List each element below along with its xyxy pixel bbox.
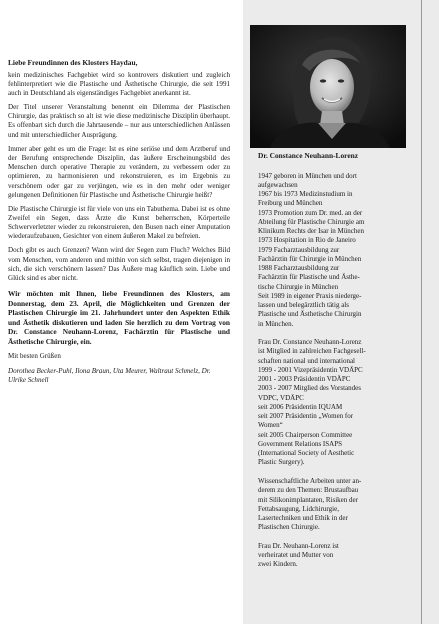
bio-line: 1988 Facharztausbildung zur [258, 264, 340, 272]
bio-line: 1973 Promotion zum Dr. med. an der [258, 208, 363, 217]
family-line: zwei Kindern. [258, 560, 298, 569]
bio-line: 1979 Facharztausbildung zur [258, 245, 340, 254]
bio-line: 1973 Hospitation in Rio de Janeiro [258, 236, 356, 245]
membership-line: ist Mitglied in zahlreichen Fachgesell- [258, 347, 366, 356]
signers-line-2: Waltraut Schmelz, Dr. Ulrike Schnell [8, 366, 211, 384]
signers [8, 367, 230, 386]
bio-column [258, 151, 418, 579]
work-line: Lasertechniken und Ethik in der [258, 514, 348, 523]
bio-line: lassen und belegärztlich tätig als [258, 301, 349, 309]
membership-line: VDPC, VDÄPC [258, 393, 304, 402]
membership-line: seit 2005 Chairperson Committee [258, 430, 353, 439]
paragraph-5: Doch gibt es auch Grenzen? Wann wird der Segen zum Fluch? Welches Bild vom Menschen, vom anderen und mithin von sich selbst, tragen diejenigen in sich, die sich verschönern lassen? Das Äußere mag käuflich sein. Liebe und Glück sind es aber nicht. [8, 246, 230, 283]
bio-line: tische Chirurgie in München [258, 282, 339, 291]
paragraph-3: Immer aber geht es um die Frage: Ist es eine seriöse und dem Arztberuf und der Berufung entsprechende Disziplin, das äußere Erscheinungsbild des Menschen durch operative Therapie zu verändern, zu verbessern oder zu optimieren, zu harmonisieren und rekonstruieren, es im Ergebnis zu verschönern oder gar zu verjüngen, wie es in den mehr oder weniger gelungenen Definitionen für Plastische und Ästhetische Chirurgie heißt? [8, 144, 230, 199]
membership-line: Plastic Surgery). [258, 458, 305, 467]
membership-line: (International Society of Aesthetic [258, 449, 355, 458]
bio-line: Fachärztin für Plastische und Ästhe- [258, 273, 360, 282]
membership-line: 1999 - 2001 Vizepräsidentin VDÄPC [258, 365, 363, 374]
work-line: mit Silikonimplantaten, Risiken der [258, 495, 358, 504]
membership-line: seit 2007 Präsidentin „Women for [258, 412, 354, 421]
bio-memberships [258, 338, 418, 468]
paragraph-4: Die Plastische Chirurgie ist für viele von uns ein Tabuthema. Dabei ist es ohne Zweifel ein Segen, dass Ärzte die Kunst beherrschen, Körperteile Schwerverletzter wieder zu rekonstruieren, den Busen nach einer Amputation wiederaufzubauen, Gesichter von einem äußeren Makel zu befreien. [8, 204, 230, 241]
bio-work [258, 477, 418, 533]
family-line: Frau Dr. Neuhann-Lorenz ist [258, 541, 339, 550]
membership-line: seit 2006 Präsidentin IQUAM [258, 402, 343, 411]
bio-line: Freiburg und München [258, 199, 323, 208]
bio-line: 1967 bis 1973 Medizinstudium in [258, 190, 353, 198]
bio-line: aufgewachsen [258, 180, 298, 189]
bio-career [258, 172, 418, 329]
work-line: derem zu den Themen: Brustaufbau [258, 486, 359, 495]
bio-line: Plastische und Ästhetische Chirurgin [258, 310, 362, 319]
portrait-photo [250, 25, 406, 148]
signers-line-1: Dorothea Becker-Puhl, Ilona Braun, Uta Meurer, [8, 366, 148, 375]
family-line: verheiratet und Mutter von [258, 551, 334, 560]
bio-family [258, 542, 418, 570]
membership-line: 2001 - 2003 Präsidentin VDÄPC [258, 375, 351, 384]
membership-line: Government Relations ISAPS [258, 439, 342, 448]
salutation: Liebe Freundinnen des Klosters Haydau, [8, 58, 138, 67]
work-line: Wissenschaftliche Arbeiten unter an- [258, 477, 362, 486]
closing-greeting: Mit besten Grüßen [8, 352, 61, 361]
letter-column [8, 58, 230, 390]
portrait-photo-icon [250, 25, 406, 148]
bio-line: Abteilung für Plastische Chirurgie am [258, 217, 365, 226]
paragraph-2: Der Titel unserer Veranstaltung benennt ein Dilemma der Plastischen Chirurgie, das praktisch so alt ist wie diese medizinische Disziplin überhaupt. Es offenbart sich durch die Jahrtausende – nur aus unterschiedlichen Anlässen und mit unterschiedlicher Ausprägung. [8, 102, 230, 139]
bio-line: Seit 1989 in eigener Praxis niederge- [258, 291, 362, 300]
membership-line: schaften national und international [258, 356, 355, 365]
membership-line: Frau Dr. Constance Neuhann-Lorenz [258, 338, 362, 347]
work-line: Plastischen Chirurgie. [258, 523, 320, 532]
paragraph-1: kein medizinisches Fachgebiet wird so kontrovers diskutiert und zugleich fehlinterpretiert wie die Plastische und Ästhetische Chirurgie, die seit 1991 auch in Deutschland als eigenständiges Fachgebiet anerkannt ist. [8, 70, 230, 98]
page-edge-line [421, 0, 422, 624]
speaker-name: Dr. Constance Neuhann-Lorenz [258, 151, 358, 160]
bio-line: 1947 geboren in München und dort [258, 171, 357, 180]
membership-line: 2003 - 2007 Mitglied des Vorstandes [258, 384, 361, 393]
work-line: Fettabsaugung, Lidchirurgie, [258, 504, 339, 513]
invitation-text: Wir möchten mit Ihnen, liebe Freundinnen des Klosters, am Donnerstag, dem 23. April, die Möglichkeiten und Grenzen der Plastischen Chirurgie im 21. Jahrhundert unter den Aspekten Ethik und Ästhetik diskutieren und laden Sie herzlich zu dem Vortrag von Dr. Constance Neuhann-Lorenz, Fachärztin für Plastische und Ästhetische Chirurgie, ein. [8, 289, 230, 346]
membership-line: Women“ [258, 421, 283, 430]
bio-line: Fachärztin für Chirurgie in München [258, 254, 362, 263]
bio-line: Klinikum Rechts der Isar in München [258, 227, 364, 235]
bio-line: in München. [258, 319, 294, 328]
